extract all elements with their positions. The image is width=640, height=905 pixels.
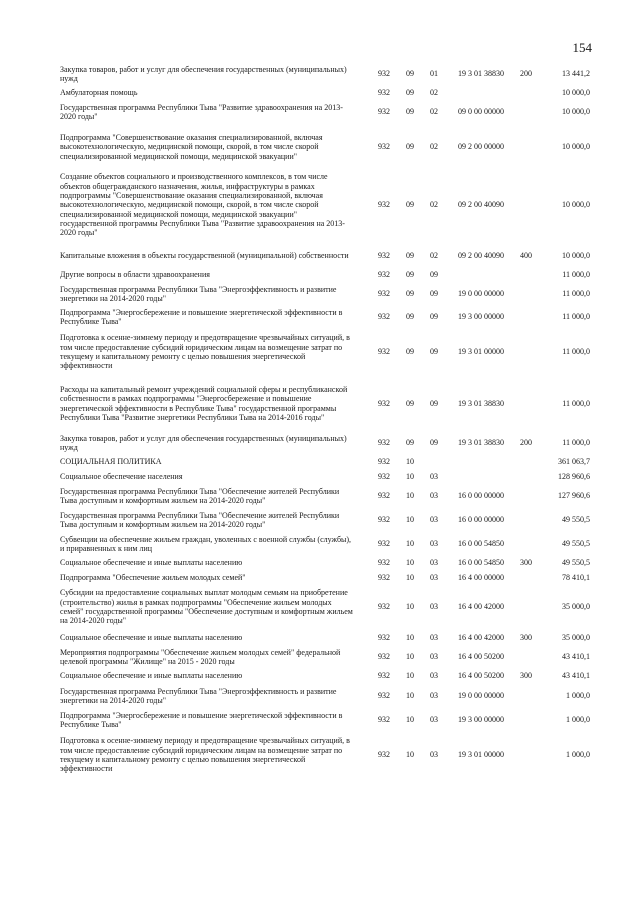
section-code: 09 (406, 347, 414, 357)
amount: 13 441,2 (562, 69, 590, 79)
subsection-code: 03 (430, 491, 438, 501)
section-code: 10 (406, 573, 414, 583)
row-description: Мероприятия подпрограммы "Обеспечение жильем молодых семей" федеральной целевой программы "Жилище" на 2015 - 2020 годы (60, 647, 341, 666)
row-description: Капитальные вложения в объекты государственной (муниципальной) собственности (60, 251, 349, 261)
row-description: Подготовка к осенне-зимнему периоду и предотвращение чрезвычайных ситуаций, в том числе предоставление субсидий юридическим лицам на возмещение затрат по текущему и капитальному ремонту с целью повышения энергетической эффективности (60, 333, 350, 371)
table-row (60, 486, 592, 506)
table-row (60, 670, 592, 682)
amount: 10 000,0 (562, 88, 590, 98)
subsection-code: 03 (430, 515, 438, 525)
row-description: Социальное обеспечение и иные выплаты населению (60, 671, 243, 681)
row-description: Государственная программа Республики Тыва "Энергоэффективность и развитие энергетики на 2014-2020 годы" (60, 284, 337, 303)
section-code: 09 (406, 88, 414, 98)
target-article: 19 0 00 00000 (458, 691, 504, 701)
subsection-code: 02 (430, 142, 438, 152)
table-row (60, 534, 592, 554)
section-code: 10 (406, 457, 414, 467)
target-article: 19 3 01 38830 (458, 398, 504, 408)
amount: 35 000,0 (562, 633, 590, 643)
table-row (60, 647, 592, 667)
table-row (60, 456, 592, 468)
row-description: Государственная программа Республики Тыва "Обеспечение жителей Республики Тыва доступным и комфортным жильем на 2014-2020 годы" (60, 486, 340, 505)
table-row (60, 64, 592, 84)
amount: 10 000,0 (562, 251, 590, 261)
row-description: СОЦИАЛЬНАЯ ПОЛИТИКА (60, 457, 162, 467)
subsection-code: 09 (430, 270, 438, 280)
ministry-code: 932 (378, 347, 390, 357)
subsection-code: 02 (430, 200, 438, 210)
row-description: Социальное обеспечение и иные выплаты населению (60, 558, 243, 568)
table-row (60, 87, 592, 99)
amount: 35 000,0 (562, 602, 590, 612)
section-code: 09 (406, 398, 414, 408)
subsection-code: 03 (430, 671, 438, 681)
ministry-code: 932 (378, 750, 390, 760)
target-article: 09 0 00 00000 (458, 107, 504, 117)
expense-type: 300 (520, 633, 532, 643)
target-article: 19 3 01 38830 (458, 438, 504, 448)
row-description: Подготовка к осенне-зимнему периоду и предотвращение чрезвычайных ситуаций, в том числе предоставление субсидий юридическим лицам на возмещение затрат по текущему и капитальному ремонту с целью повышения энергетической эффективности (60, 736, 350, 774)
target-article: 16 0 00 54850 (458, 539, 504, 549)
table-row (60, 686, 592, 706)
expense-type: 200 (520, 438, 532, 448)
amount: 10 000,0 (562, 200, 590, 210)
row-description: Подпрограмма "Энергосбережение и повышение энергетической эффективности в Республике Тыва" (60, 710, 343, 729)
section-code: 09 (406, 142, 414, 152)
subsection-code: 03 (430, 715, 438, 725)
row-description: Социальное обеспечение населения (60, 472, 183, 482)
amount: 127 960,6 (558, 491, 590, 501)
ministry-code: 932 (378, 539, 390, 549)
amount: 43 410,1 (562, 652, 590, 662)
table-row (60, 588, 592, 626)
amount: 49 550,5 (562, 558, 590, 568)
ministry-code: 932 (378, 289, 390, 299)
row-description: Социальное обеспечение и иные выплаты населению (60, 633, 243, 643)
subsection-code: 02 (430, 107, 438, 117)
target-article: 19 3 01 00000 (458, 750, 504, 760)
target-article: 09 2 00 00000 (458, 142, 504, 152)
section-code: 10 (406, 652, 414, 662)
row-description: Создание объектов социального и производственного комплексов, в том числе объектов общегражданского назначения, жилья, инфраструктуры в рамках подпрограммы "Совершенствование оказания специализированной, включая высокотехнологическую, медицинской помощи, скорой, в том числе скорой специализированной медицинской помощи, медицинской эвакуации" государственной программы Республики Тыва "Развитие здравоохранения на 2013-2020 годы" (60, 172, 345, 238)
row-description: Подпрограмма "Энергосбережение и повышение энергетической эффективности в Республике Тыва" (60, 307, 343, 326)
section-code: 09 (406, 289, 414, 299)
subsection-code: 03 (430, 750, 438, 760)
target-article: 16 0 00 54850 (458, 558, 504, 568)
table-row (60, 510, 592, 530)
section-code: 10 (406, 633, 414, 643)
amount: 128 960,6 (558, 472, 590, 482)
section-code: 09 (406, 251, 414, 261)
subsection-code: 03 (430, 652, 438, 662)
ministry-code: 932 (378, 69, 390, 79)
row-description: Амбулаторная помощь (60, 88, 138, 98)
section-code: 10 (406, 691, 414, 701)
target-article: 16 4 00 42000 (458, 633, 504, 643)
ministry-code: 932 (378, 652, 390, 662)
section-code: 09 (406, 107, 414, 117)
section-code: 10 (406, 472, 414, 482)
subsection-code: 01 (430, 69, 438, 79)
row-description: Закупка товаров, работ и услуг для обеспечения государственных (муниципальных) нужд (60, 64, 347, 83)
section-code: 10 (406, 671, 414, 681)
subsection-code: 09 (430, 347, 438, 357)
table-row (60, 269, 592, 281)
section-code: 09 (406, 200, 414, 210)
expense-type: 400 (520, 251, 532, 261)
ministry-code: 932 (378, 457, 390, 467)
table-row (60, 471, 592, 483)
subsection-code: 02 (430, 251, 438, 261)
ministry-code: 932 (378, 558, 390, 568)
table-row (60, 307, 592, 327)
subsection-code: 09 (430, 289, 438, 299)
target-article: 16 4 00 50200 (458, 671, 504, 681)
ministry-code: 932 (378, 602, 390, 612)
ministry-code: 932 (378, 715, 390, 725)
target-article: 19 3 01 00000 (458, 347, 504, 357)
amount: 11 000,0 (562, 312, 590, 322)
ministry-code: 932 (378, 312, 390, 322)
ministry-code: 932 (378, 251, 390, 261)
expense-type: 200 (520, 69, 532, 79)
amount: 49 550,5 (562, 539, 590, 549)
row-description: Закупка товаров, работ и услуг для обеспечения государственных (муниципальных) нужд (60, 433, 347, 452)
subsection-code: 09 (430, 438, 438, 448)
target-article: 16 0 00 00000 (458, 515, 504, 525)
amount: 11 000,0 (562, 438, 590, 448)
target-article: 09 2 00 40090 (458, 200, 504, 210)
subsection-code: 03 (430, 633, 438, 643)
row-description: Расходы на капитальный ремонт учреждений социальной сферы и республиканской собственности в рамках подпрограммы "Энергосбережение и повышение энергетической эффективности в Республике Тыва" государственной программы Республики Тыва "Развитие энергетики Республики Тыва на 2014-2016 годы" (60, 384, 348, 422)
subsection-code: 03 (430, 573, 438, 583)
table-row (60, 246, 592, 266)
ministry-code: 932 (378, 438, 390, 448)
ministry-code: 932 (378, 691, 390, 701)
section-code: 10 (406, 491, 414, 501)
table-row (60, 736, 592, 774)
target-article: 16 0 00 00000 (458, 491, 504, 501)
ministry-code: 932 (378, 398, 390, 408)
table-row (60, 284, 592, 304)
target-article: 16 4 00 50200 (458, 652, 504, 662)
target-article: 19 0 00 00000 (458, 289, 504, 299)
ministry-code: 932 (378, 142, 390, 152)
row-description: Субвенции на обеспечение жильем граждан, уволенных с военной службы (службы), и приравненных к ним лиц (60, 534, 352, 553)
amount: 43 410,1 (562, 671, 590, 681)
subsection-code: 03 (430, 691, 438, 701)
amount: 10 000,0 (562, 142, 590, 152)
ministry-code: 932 (378, 515, 390, 525)
amount: 1 000,0 (566, 715, 590, 725)
target-article: 09 2 00 40090 (458, 251, 504, 261)
target-article: 19 3 00 00000 (458, 312, 504, 322)
amount: 11 000,0 (562, 347, 590, 357)
table-row (60, 632, 592, 644)
row-description: Другие вопросы в области здравоохранения (60, 270, 210, 280)
expense-type: 300 (520, 671, 532, 681)
section-code: 10 (406, 558, 414, 568)
amount: 11 000,0 (562, 398, 590, 408)
ministry-code: 932 (378, 270, 390, 280)
target-article: 19 3 00 00000 (458, 715, 504, 725)
amount: 361 063,7 (558, 457, 590, 467)
row-description: Государственная программа Республики Тыва "Обеспечение жителей Республики Тыва доступным и комфортным жильем на 2014-2020 годы" (60, 510, 340, 529)
ministry-code: 932 (378, 671, 390, 681)
target-article: 19 3 01 38830 (458, 69, 504, 79)
subsection-code: 03 (430, 602, 438, 612)
amount: 49 550,5 (562, 515, 590, 525)
table-row (60, 128, 592, 166)
table-row (60, 572, 592, 584)
amount: 11 000,0 (562, 270, 590, 280)
target-article: 16 4 00 00000 (458, 573, 504, 583)
page-number: 154 (572, 40, 592, 55)
section-code: 10 (406, 602, 414, 612)
subsection-code: 03 (430, 472, 438, 482)
subsection-code: 03 (430, 539, 438, 549)
section-code: 09 (406, 312, 414, 322)
expense-type: 300 (520, 558, 532, 568)
row-description: Подпрограмма "Совершенствование оказания специализированной, включая высокотехнологическую, медицинской помощи, скорой, в том числе скорой специализированной медицинской помощи, медицинской эвакуации" (60, 133, 323, 161)
subsection-code: 09 (430, 312, 438, 322)
section-code: 09 (406, 69, 414, 79)
budget-table (60, 64, 592, 774)
ministry-code: 932 (378, 633, 390, 643)
amount: 1 000,0 (566, 750, 590, 760)
subsection-code: 02 (430, 88, 438, 98)
table-row (60, 557, 592, 569)
ministry-code: 932 (378, 107, 390, 117)
ministry-code: 932 (378, 573, 390, 583)
section-code: 10 (406, 750, 414, 760)
ministry-code: 932 (378, 88, 390, 98)
row-description: Государственная программа Республики Тыва "Энергоэффективность и развитие энергетики на 2014-2020 годы" (60, 686, 337, 705)
amount: 10 000,0 (562, 107, 590, 117)
row-description: Подпрограмма "Обеспечение жильем молодых семей" (60, 573, 246, 583)
section-code: 10 (406, 715, 414, 725)
ministry-code: 932 (378, 491, 390, 501)
table-row (60, 172, 592, 238)
table-row (60, 710, 592, 730)
amount: 11 000,0 (562, 289, 590, 299)
row-description: Государственная программа Республики Тыва "Развитие здравоохранения на 2013-2020 годы" (60, 102, 343, 121)
amount: 1 000,0 (566, 691, 590, 701)
row-description: Субсидии на предоставление социальных выплат молодым семьям на приобретение (строительство) жилья в рамках подпрограммы "Обеспечение жильем молодых семей" государственной программы "Обеспечение доступным и комфортным жильем на 2014-2020 годы" (60, 588, 353, 626)
table-row (60, 433, 592, 453)
ministry-code: 932 (378, 200, 390, 210)
subsection-code: 03 (430, 558, 438, 568)
target-article: 16 4 00 42000 (458, 602, 504, 612)
table-row (60, 102, 592, 122)
ministry-code: 932 (378, 472, 390, 482)
table-row (60, 380, 592, 427)
section-code: 09 (406, 270, 414, 280)
table-row (60, 333, 592, 371)
section-code: 09 (406, 438, 414, 448)
amount: 78 410,1 (562, 573, 590, 583)
section-code: 10 (406, 515, 414, 525)
subsection-code: 09 (430, 398, 438, 408)
section-code: 10 (406, 539, 414, 549)
